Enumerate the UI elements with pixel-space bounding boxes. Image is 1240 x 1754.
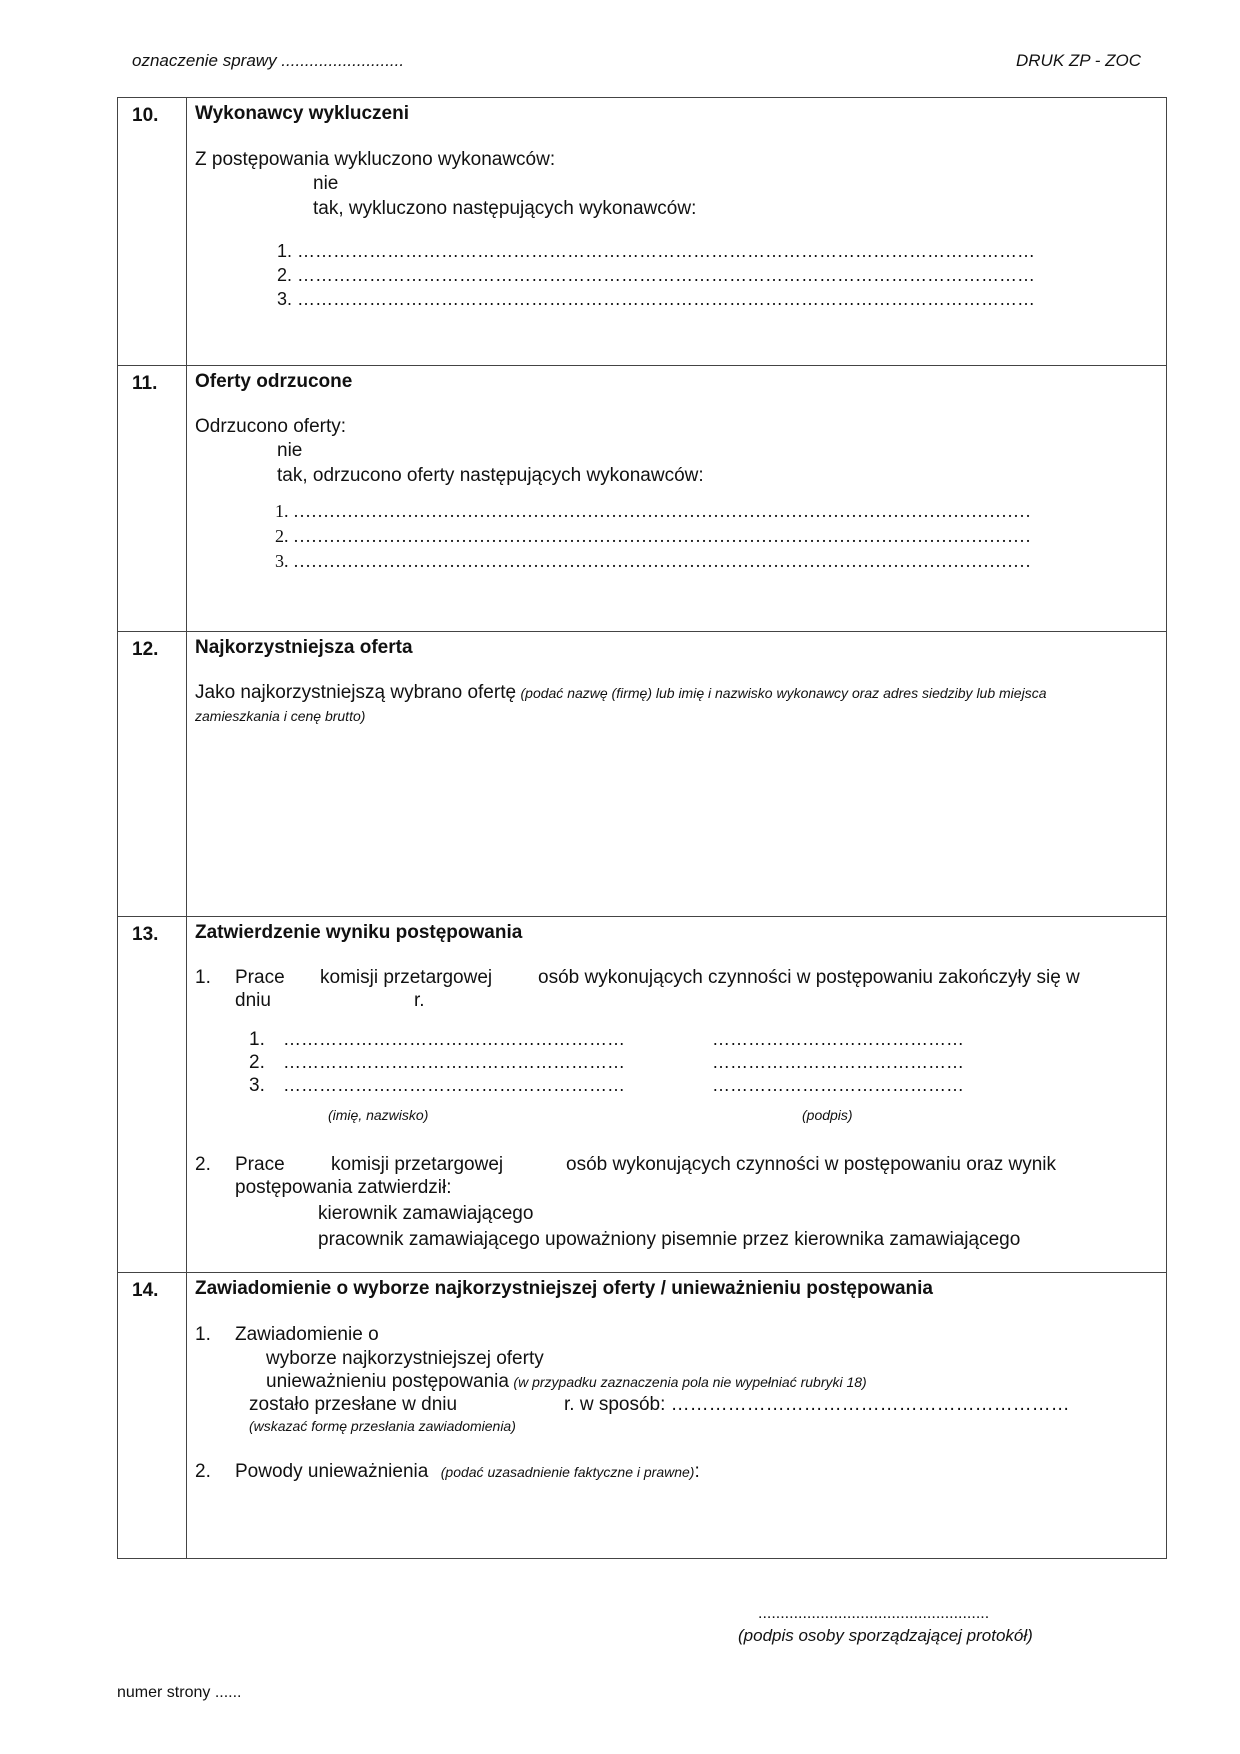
rejected-line-3: 3. …………………………………………………………………………………………………………… (275, 551, 1031, 571)
signatory-name-1: ………………………………………………… (283, 1029, 625, 1049)
sent-date-label: zostało przesłane w dniu (249, 1394, 458, 1415)
option-no: nie (313, 173, 339, 194)
rejected-line-2: 2. …………………………………………………………………………………………………………… (275, 526, 1031, 546)
signatory-name-3: ………………………………………………… (283, 1075, 625, 1095)
p1-date-suffix: r. (414, 990, 425, 1011)
section-number: 11. (132, 373, 158, 394)
section-number: 13. (132, 924, 159, 945)
best-offer-note-cont: zamieszkania i cenę brutto) (195, 708, 366, 724)
signatory-sign-3: …………………………………… (712, 1075, 964, 1095)
cancellation-reasons-line (235, 1461, 700, 1483)
notice-option-2-line (266, 1371, 867, 1393)
case-designation: oznaczenie sprawy .......................... (132, 51, 405, 70)
excluded-line-1: 1. …………………………………………………………………………………………………………… (277, 241, 1036, 261)
label-name: (imię, nazwisko) (328, 1107, 429, 1123)
rejected-line-1: 1. …………………………………………………………………………………………………………… (275, 501, 1031, 521)
section-number: 10. (132, 105, 159, 126)
approver-option-2: pracownik zamawiającego upoważniony pisemnie przez kierownika zamawiającego (318, 1229, 1021, 1250)
section-title: Najkorzystniejsza oferta (195, 637, 413, 658)
p1-word-1: Prace (235, 967, 285, 988)
section-title: Oferty odrzucone (195, 371, 353, 392)
sent-method: r. w sposób: ……………………………………………………… (564, 1394, 1070, 1415)
section-title: Zawiadomienie o wyborze najkorzystniejszej oferty / unieważnieniu postępowania (195, 1278, 933, 1299)
section-intro: Odrzucono oferty: (195, 416, 347, 437)
p1-number: 1. (195, 1324, 211, 1345)
signatory-sign-2: …………………………………… (712, 1052, 964, 1072)
section-13 (118, 917, 1167, 1273)
cancellation-reasons-colon: : (694, 1461, 700, 1482)
p2-line-2: postępowania zatwierdził: (235, 1177, 452, 1198)
p1-date-label: dniu (235, 990, 271, 1011)
section-intro: Z postępowania wykluczono wykonawców: (195, 149, 556, 170)
section-11 (118, 366, 1167, 632)
option-yes: tak, odrzucono oferty następujących wykonawców: (277, 465, 704, 486)
option-yes: tak, wykluczono następujących wykonawców: (313, 198, 697, 219)
signatory-sign-1: …………………………………… (712, 1029, 964, 1049)
p1-text: Zawiadomienie o (235, 1324, 379, 1345)
best-offer-line (195, 682, 1046, 704)
cancellation-reasons-label: Powody unieważnienia (235, 1461, 429, 1482)
label-signature: (podpis) (802, 1107, 853, 1123)
signatory-name-2: ………………………………………………… (283, 1052, 625, 1072)
p1-word-2: komisji przetargowej (320, 967, 493, 988)
section-title: Wykonawcy wykluczeni (195, 103, 410, 124)
p2-word-1: Prace (235, 1154, 285, 1175)
protocol-table (117, 97, 1167, 1559)
p1-number: 1. (195, 967, 211, 988)
section-number: 12. (132, 639, 159, 660)
option-no: nie (277, 440, 303, 461)
notice-option-2: unieważnieniu postępowania (266, 1371, 509, 1392)
section-12 (118, 632, 1167, 917)
notice-option-2-note: (w przypadku zaznaczenia pola nie wypełniać rubryki 18) (513, 1374, 867, 1390)
page-number: numer strony ...... (117, 1684, 242, 1701)
p1-word-3: osób wykonujących czynności w postępowaniu zakończyły się w (538, 967, 1080, 988)
excluded-line-3: 3. …………………………………………………………………………………………………………… (277, 289, 1036, 309)
p2-word-2: komisji przetargowej (331, 1154, 504, 1175)
signatory-number-3: 3. (249, 1075, 265, 1096)
signatory-number-2: 2. (249, 1052, 265, 1073)
notice-option-1: wyborze najkorzystniejszej oferty (266, 1348, 544, 1369)
p2-number: 2. (195, 1154, 211, 1175)
best-offer-note: (podać nazwę (firmę) lub imię i nazwisko wykonawcy oraz adres siedziby lub miejsca (520, 685, 1047, 701)
signature-dots: .................................................... (758, 1605, 990, 1622)
p2-word-3: osób wykonujących czynności w postępowaniu oraz wynik (566, 1154, 1057, 1175)
p2-number: 2. (195, 1461, 211, 1482)
signatory-number-1: 1. (249, 1029, 265, 1050)
section-10 (118, 98, 1167, 366)
excluded-line-2: 2. …………………………………………………………………………………………………………… (277, 265, 1036, 285)
approver-option-1: kierownik zamawiającego (318, 1203, 534, 1224)
cancellation-reasons-note: (podać uzasadnienie faktyczne i prawne) (440, 1464, 695, 1480)
section-14 (118, 1273, 1167, 1559)
best-offer-text: Jako najkorzystniejszą wybrano ofertę (195, 682, 517, 703)
sent-method-note: (wskazać formę przesłania zawiadomienia) (249, 1418, 516, 1434)
section-number: 14. (132, 1280, 159, 1301)
form-code: DRUK ZP - ZOC (1016, 51, 1141, 70)
signature-label: (podpis osoby sporządzającej protokół) (738, 1626, 1033, 1645)
section-title: Zatwierdzenie wyniku postępowania (195, 922, 523, 943)
